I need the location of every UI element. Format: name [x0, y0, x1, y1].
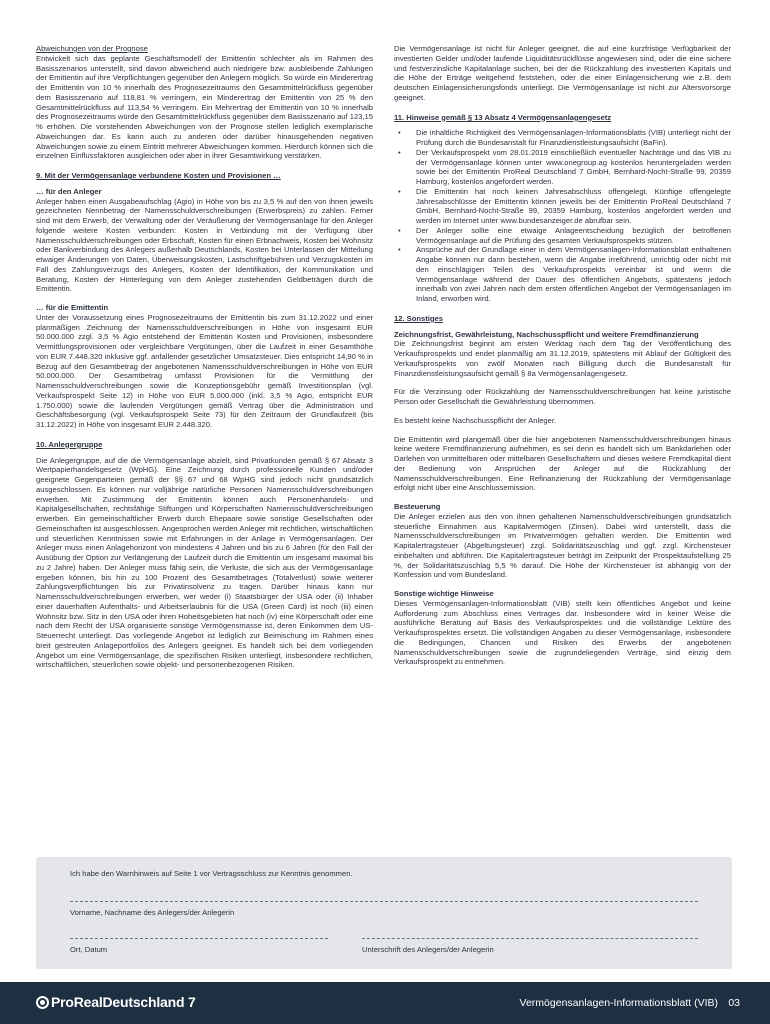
bullet-icon: •: [398, 245, 401, 255]
deviation-heading: Abweichungen von der Prognose: [36, 44, 148, 53]
bullet-icon: •: [398, 225, 401, 235]
deviation-text: Entwickelt sich das geplante Geschäftsmodell der Emittentin schlechter als im Rahmen des Basisszenarios unterstellt, sind davon abweichend auch niedrigere bzw. ausbleibende Zahlungen der Emittentin auf ihre Verpflichtungen gegenüber den Anlegern möglich. So würde ein Minderertrag der Emittentin von 10 % innerhalb des Prognosezeitraums den Gesamtmittelrückfluss gegenüber dem Basisszenario auf 118,81 % verringern, ein Minderertrag der Emittentin von 25 % den Gesamtmittelrückfluss auf 113,54 % verringern. Ein Mehrertrag der Emittentin von 10 % innerhalb des Prognosezeitraums würde den Gesamtmittelrückfluss gegenüber dem Basisszenario auf 123,15 % erhöhen. Die vorstehenden Abweichungen von der Prognose stellen lediglich exemplarische Abweichungen dar. Es kann auch zu anderen oder darüber hinausgehenden negativen Abweichungen sowie zu einem Eintritt mehrerer Abweichungen kommen. Hierdurch können sich die einzelnen Einflussfaktoren ausgleichen oder aber in ihrer Gesamtwirkung verstärken.: [36, 53, 373, 161]
bullet-icon: •: [398, 186, 401, 196]
additional-payment-text: Es besteht keine Nachschusspflicht der Anleger.: [394, 415, 557, 425]
signature-box: [36, 857, 732, 969]
important-notes-heading: Sonstige wichtige Hinweise: [394, 589, 494, 598]
signature-label: Unterschrift des Anlegers/der Anlegerin: [362, 945, 494, 954]
bullet-icon: •: [398, 128, 401, 138]
logo-text: ProRealDeutschland 7: [51, 994, 196, 1010]
name-signature-line[interactable]: [70, 901, 698, 902]
taxation-heading: Besteuerung: [394, 502, 441, 511]
list-item-text: Die inhaltliche Richtigkeit des Vermögensanlagen-Informationsblatts (VIB) unterliegt nicht der Prüfung durch die Bundesanstalt für Finanzdienstleistungsaufsicht (BaFin).: [416, 128, 731, 147]
investor-group-text: Die Anlegergruppe, auf die die Vermögensanlage abzielt, sind Privatkunden gemäß § 67 Absatz 3 Wertpapierhandelsgesetz (WpHG). Eine Zeichnung durch professionelle Kunden und/oder geeignete Gegenparteien gemäß der §§ 67 und 68 WpHG sind jedoch nicht grundsätzlich ausgeschlossen. Es können nur volljährige natürliche Personen Namensschuldverschreibungen erwerben. Mit Zustimmung der Emittentin können auch Personenhandels- und Kapitalgesellschaften, rechtsfähige Stiftungen und Körperschaften Namensschuldverschreibungen erwerben. Ein gemeinschaftlicher Erwerb durch Ehepaare sowie sonstige Gesellschaften oder Gemeinschaften ist ausgeschlossen. Angesprochen werden Anleger mit rechtlichen, wirtschaftlichen und steuerlichen Kenntnissen sowie mit Erfahrungen in der Anlage in Vermögensanlagen. Der Anleger muss einen Anlagehorizont von mindestens 4 Jahren und bis zu 6 Jahren (für den Fall der Ausübung der Option zur Verlängerung der Laufzeit durch die Emittentin um insgesamt maximal bis zu 2 Jahre) haben. Der Anleger muss fähig sein, die Verluste, die sich aus der Vermögensanlage ergeben können, bis hin zu 100 Prozent des Gesamtbetrages (Totalverlust) sowie weiterer Zahlungsverpflichtungen bis zur Privatinsolvenz zu tragen. Darüber hinaus kann nur Namensschuldverschreibungen erwerben, wer weder (i) Staatsbürger der USA oder (ii) Inhaber einer dauerhaften Aufenthalts- und Arbeitserlaubnis für die USA (Green Card) ist noch (iii) einen Wohnsitz bzw. Sitz in den USA oder ihren Hoheitsgebieten hat noch (iv) eine Körperschaft oder eine nach dem Recht der USA organisierte sonstige Vermögensmasse ist, deren Einkommen dem US-Steuerrecht unterliegt. Das vorliegende Angebot ist lediglich zur Beimischung im Rahmen eines breit gestreuten Anlageportfolios des Anlegers geeignet. Es handelt sich bei dem vorliegenden Angebot um eine Vermögensanlage, die spezifischen Risiken unterliegt, insbesondere rechtlichen, wirtschaftlichen, steuerlichen sowie objekt- und personenbezogenen Risiken.: [36, 455, 373, 670]
section-12-heading: 12. Sonstiges: [394, 313, 443, 323]
company-logo: [36, 994, 196, 1010]
list-item: [394, 148, 731, 187]
guarantee-text: Für die Verzinsung oder Rückzahlung der Namensschuldverschreibungen hat keine juristische Person oder Gesellschaft die Gewährleistung übernommen.: [394, 387, 731, 406]
list-item-text: Der Anleger sollte eine etwaige Anlageentscheidung bezüglich der betroffenen Vermögensanlage auf die Prüfung des gesamten Verkaufsprospekts stützen.: [416, 225, 731, 245]
section-9-heading: 9. Mit der Vermögensanlage verbundene Kosten und Provisionen …: [36, 171, 281, 180]
name-label: Vorname, Nachname des Anlegers/der Anlegerin: [70, 908, 235, 917]
costs-investor-heading: … für den Anleger: [36, 186, 102, 196]
subscription-text: Die Zeichnungsfrist beginnt am ersten Werktag nach dem Tag der Veröffentlichung des Verkaufsprospekts und endet planmäßig am 31.12.2019, spätestens mit Ablauf der Gültigkeit des Verkaufsprospekts von zwölf Monaten nach Billigung durch die Bundesanstalt für Finanzdienstleistungsaufsicht gemäß § 8a Vermögensanlagengesetz.: [394, 339, 731, 378]
list-item: [394, 128, 731, 148]
suitability-text: Die Vermögensanlage ist nicht für Anleger geeignet, die auf eine kurzfristige Verfügbarkeit der investierten Gelder und/oder laufende Liquiditätsrückflüsse angewiesen sind, oder die eine sichere und festverzinsliche Kapitalanlage suchen, bei der die Rückzahlung des investierten Kapitals und die Höhe der Erträge weitgehend feststehen, oder die einer Einlagensicherung wie z.B. dem deutschen Einlagensicherungsfonds unterliegt. Die Vermögensanlage ist nicht zur Altersvorsorge geeignet.: [394, 44, 731, 102]
page-number: 03: [728, 997, 740, 1009]
financing-text: Die Emittentin wird plangemäß über die hier angebotenen Namensschuldverschreibungen hinaus keine weitere Fremdfinanzierung aufnehmen, es sei denn es handelt sich um Bankdarlehen oder Darlehen von unmittelbaren oder mittelbaren Gesellschaftern und dieses weitere Fremdkapital dient der Bedienung von Ansprüchen der Anleger auf die Rückzahlung der Namensschuldverschreibungen. Eine Refinanzierung der Rückzahlung der Vermögensanlage erfolgt nicht über eine Anschlussemission.: [394, 434, 731, 493]
important-notes-text: Dieses Vermögensanlagen-Informationsblatt (VIB) stellt kein öffentliches Angebot und keine Aufforderung zum Abschluss eines Vertrages dar. Insbesondere wird in keiner Weise die ausführliche Beratung auf Basis des Verkaufsprospektes und die vollständige Lektüre des Verkaufsprospektes ersetzt. Die vollständigen Angaben zu dieser Vermögensanlage, insbesondere die Bedingungen, Chancen und Risiken des Erwerbs der angebotenen Namensschuldverschreibungen sowie die zugrundeliegenden Verträge, sind einzig dem Verkaufsprospekt zu entnehmen.: [394, 598, 731, 667]
right-column: [394, 44, 731, 667]
logo-icon: [36, 996, 49, 1009]
costs-issuer-heading: … für die Emittentin: [36, 303, 109, 312]
costs-issuer-text: Unter der Voraussetzung eines Prognosezeitraums der Emittentin bis zum 31.12.2022 und einer planmäßigen Zeichnung der Namensschuldverschreibungen in Höhe von insgesamt EUR 50.000.000 zzgl. 3,5 % Agio entstehend der Emittentin Kosten und Provisionen, insbesondere Vermittlungsprovisionen oder vergleichbare Vergütungen, über die Laufzeit in einer Gesamthöhe von EUR 7.448.320 inklusive ggf. anfallender gesetzlicher Umsatzsteuer. Dies entspricht 14,90 % in Bezug auf den Gesamtbetrag der angebotenen Namensschuldverschreibungen in Höhe von EUR 50.000.000. Der Gesamtbetrag umfasst Provisionen für die Vermittlung der Namensschuldverschreibungen sowie die Konzeptionsgebühr gemäß Investitionsplan (vgl. Verkaufsprospekt Seite 12) in Höhe von EUR 5.000.000 (inkl. 3,5 % Agio, entspricht EUR 1.750.000) sowie die laufenden Vergütungen gemäß Vertrag über die Administration und Geschäftsbesorgung (vgl. Verkaufsprospekt Seite 73) für den Zeitraum der Grundlaufzeit (bis 31.12.2022) in Höhe von insgesamt EUR 2.448.320.: [36, 312, 373, 429]
bullet-icon: •: [398, 147, 401, 157]
list-item-text: Der Verkaufsprospekt vom 28.01.2019 einschließlich eventueller Nachträge und das VIB zu der Vermögensanlage können unter www.onegroup.ag kostenlos heruntergeladen werden sowie bei der Emittentin ProReal Deutschland 7 GmbH, Bernhard-Nocht-Straße 99, 20359 Hamburg, kostenlos angefordert werden.: [416, 147, 731, 186]
list-item: [394, 187, 731, 226]
left-column: [36, 44, 373, 670]
acknowledgement-statement: Ich habe den Warnhinweis auf Seite 1 vor Vertragsschluss zur Kenntnis genommen.: [70, 869, 353, 878]
list-item: [394, 226, 731, 246]
section-10-heading: 10. Anlegergruppe: [36, 439, 103, 449]
date-label: Ort, Datum: [70, 945, 108, 954]
costs-investor-text: Anleger haben einen Ausgabeaufschlag (Agio) in Höhe von bis zu 3,5 % auf den von ihnen jeweils gezeichneten Nennbetrag der Namensschuldverschreibungen (Erwerbspreis) zu zahlen. Ferner sind mit dem Erwerb, der Verwaltung oder der Veräußerung der Vermögensanlage für den Anleger folgende weitere Kosten verbunden: Kosten in Verbindung mit der Verfügung über Namensschuldverschreibungen oder Erbschaft, Kosten für einen Erbnachweis, Kosten bei Wohnsitz oder Bankverbindung des Anlegers außerhalb Deutschlands, Kosten bei Unterlassen der Mitteilung etwaiger Änderungen von Daten, Überweisungskosten, Lastschriftgebühren und Verzugskosten im Fall des Zahlungsverzugs des Anlegers, Kosten der Identifikation, der Kommunikation und Beratung, Kosten der Hinterlegung von dem Anleger zustehenden Geldbeträgen durch die Emittentin.: [36, 196, 373, 294]
section-11-heading: 11. Hinweise gemäß § 13 Absatz 4 Vermögensanlagengesetz: [394, 112, 612, 122]
list-item-text: Die Emittentin hat noch keinen Jahresabschluss offengelegt. Künftige offengelegte Jahresabschlüsse der Emittentin können jeweils bei der Emittentin ProReal Deutschland 7 GmbH, Bernhard-Nocht-Straße 99, 20359 Hamburg, kostenlos angefordert werden und werden im Internet unter www.bundesanzeiger.de abrufbar sein.: [416, 186, 731, 225]
date-signature-line[interactable]: [70, 938, 328, 939]
taxation-text: Die Anleger erzielen aus den von ihnen gehaltenen Namenschuldverschreibungen grundsätzlich steuerliche Einnahmen aus Kapitalvermögen (Zinsen). Dabei wird unterstellt, dass die Namensschuldverschreibungen im Privatvermögen gehalten werden. Die Emittentin wird Kapitalertragsteuer (Abgeltungsteuer) zzgl. Solidaritätszuschlag und ggf. zzgl. Kirchensteuer einbehalten und abführen. Die Kapitalertragsteuer beträgt im Zeitpunkt der Prospektaufstellung 25 %, der Solidaritätszuschlag 5,5 % darauf. Die Höhe der Kirchensteuer ist abhängig von der Konfession und vom Bundesland.: [394, 511, 731, 580]
subscription-heading: Zeichnungsfrist, Gewährleistung, Nachschusspflicht und weitere Fremdfinanzierung: [394, 329, 699, 339]
list-item-text: Ansprüche auf der Grundlage einer in dem Vermögensanlagen-Informationsblatt enthaltenen Angabe können nur dann bestehen, wenn die Angabe irreführend, unrichtig oder nicht mit den einschlägigen Teilen des Verkaufsprospekts vereinbar ist und wenn die Vermögensanlage während der Dauer des öffentlichen Angebots, spätestens jedoch innerhalb von zwei Jahren nach dem ersten öffentlichen Angebot der Vermögensanlagen im Inland, erworben wird.: [416, 245, 731, 303]
list-item: [394, 245, 731, 304]
page-footer: [0, 982, 770, 1024]
investor-signature-line[interactable]: [362, 938, 698, 939]
document-title: Vermögensanlagen-Informationsblatt (VIB): [519, 997, 718, 1009]
notice-list: [394, 128, 731, 304]
